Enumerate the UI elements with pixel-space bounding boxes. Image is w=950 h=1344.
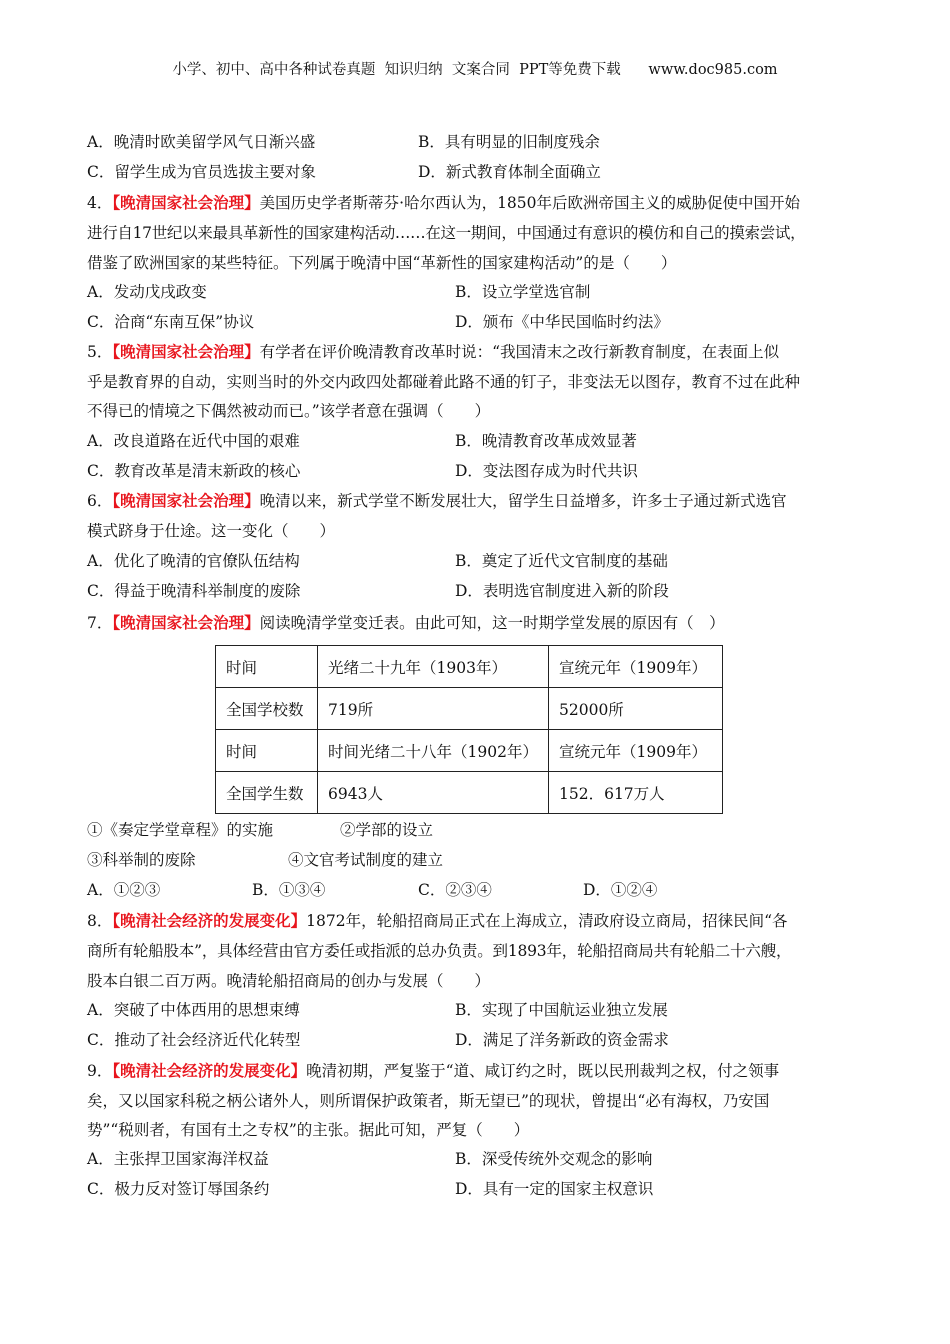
table-cell: 时间 [216,730,318,772]
q9-text: 晚清初期，严复鉴于“道、咸订约之时，既以民刑裁判之权，付之领事 [306,1062,780,1080]
q3-option-d: D．新式教育体制全面确立 [418,163,601,181]
q3-option-c: C．留学生成为官员选拔主要对象 [87,163,316,181]
table-row [216,646,723,688]
q7-stem-line [87,613,725,633]
q7-option-b: B．①③④ [252,881,326,899]
q8-stem-line: 股本白银二百万两。晚清轮船招商局的创办与发展（ ） [87,972,491,990]
table-cell: 719所 [318,688,549,730]
q8-stem-line: 商所有轮船股本”，具体经营由官方委任或指派的总办负责。到1893年，轮船招商局共有轮船二十六艘， [87,942,792,960]
q4-stem-line: 借鉴了欧洲国家的某些特征。下列属于晚清中国“革新性的国家建构活动”的是（ ） [87,254,677,272]
q8-text: 1872年，轮船招商局正式在上海成立，清政府设立商局，招徕民间“各 [306,912,788,930]
question-number: 8． [87,912,113,930]
q5-option-d: D．变法图存成为时代共识 [455,462,638,480]
school-change-table [215,645,723,814]
q5-stem-line: 不得已的情境之下偶然被动而已。”该学者意在强调（ ） [87,402,491,420]
q5-option-b: B．晚清教育改革成效显著 [455,432,637,450]
q6-text: 晚清以来，新式学堂不断发展壮大，留学生日益增多，许多士子通过新式选官 [259,492,787,510]
q4-option-a: A．发动戊戌政变 [87,283,207,301]
question-number: 7． [87,614,113,632]
q8-stem-line [87,911,788,931]
table-cell: 光绪二十九年（1903年） [318,646,549,688]
q3-option-b: B．具有明显的旧制度残余 [418,133,600,151]
q4-option-d: D．颁布《中华民国临时约法》 [455,313,669,331]
q9-option-c: C．极力反对签订辱国条约 [87,1180,270,1198]
q6-stem-line: 模式跻身于仕途。这一变化（ ） [87,522,336,540]
q7-option-d: D．①②④ [583,881,658,899]
q6-option-c: C．得益于晚清科举制度的废除 [87,582,301,600]
page-header: 小学、初中、高中各种试卷真题 知识归纳 文案合同 PPT等免费下载 www.doc985.com [172,62,778,78]
table-cell: 6943人 [318,772,549,814]
topic-tag: 【晚清国家社会治理】 [112,194,260,212]
table-row [216,772,723,814]
topic-tag: 【晚清社会经济的发展变化】 [112,912,307,930]
topic-tag: 【晚清国家社会治理】 [112,343,260,361]
q6-stem-line [87,491,787,511]
q9-option-a: A．主张捍卫国家海洋权益 [87,1150,269,1168]
q8-option-d: D．满足了洋务新政的资金需求 [455,1031,669,1049]
table-cell: 全国学校数 [216,688,318,730]
q5-option-c: C．教育改革是清末新政的核心 [87,462,301,480]
q5-stem-line: 乎是教育界的自动，实则当时的外交内政四处都碰着此路不通的钉子，非变法无以图存，教育不过在此种 [87,373,801,391]
q4-stem-line: 进行自17世纪以来最具革新性的国家建构活动……在这一期间，中国通过有意识的模仿和自己的摸索尝试， [87,224,806,242]
q6-option-b: B．奠定了近代文官制度的基础 [455,552,668,570]
question-number: 6． [87,492,113,510]
q7-option-c: C．②③④ [418,881,492,899]
q7-item-3: ③科举制的废除 [87,851,196,869]
table-cell: 全国学生数 [216,772,318,814]
q7-item-1: ①《奏定学堂章程》的实施 [87,821,274,839]
q9-stem-line [87,1061,779,1081]
q5-text: 有学者在评价晚清教育改革时说：“我国清末之改行新教育制度，在表面上似 [259,343,780,361]
q8-option-c: C．推动了社会经济近代化转型 [87,1031,301,1049]
q9-stem-line: 矣，又以国家科税之柄公诸外人，则所谓保护政策者，斯无望已”的现状，曾提出“必有海权，乃安国 [87,1092,770,1110]
q6-option-d: D．表明选官制度进入新的阶段 [455,582,669,600]
q4-text: 美国历史学者斯蒂芬·哈尔西认为，1850年后欧洲帝国主义的威胁促使中国开始 [259,194,801,212]
q7-item-2: ②学部的设立 [340,821,434,839]
q9-option-d: D．具有一定的国家主权意识 [455,1180,654,1198]
table-cell: 152．617万人 [549,772,723,814]
q3-option-a: A．晚清时欧美留学风气日渐兴盛 [87,133,316,151]
table-cell: 52000所 [549,688,723,730]
q9-stem-line: 势”“税则者，有国有土之专权”的主张。据此可知，严复（ ） [87,1121,530,1139]
q7-option-a: A．①②③ [87,881,161,899]
question-number: 4． [87,194,113,212]
q7-text: 阅读晚清学堂变迁表。由此可知，这一时期学堂发展的原因有（ ） [259,614,725,632]
topic-tag: 【晚清社会经济的发展变化】 [112,1062,307,1080]
table-cell: 时间光绪二十八年（1902年） [318,730,549,772]
topic-tag: 【晚清国家社会治理】 [112,492,260,510]
q6-option-a: A．优化了晚清的官僚队伍结构 [87,552,300,570]
table-row [216,730,723,772]
topic-tag: 【晚清国家社会治理】 [112,614,260,632]
q8-option-a: A．突破了中体西用的思想束缚 [87,1001,300,1019]
table-cell: 宣统元年（1909年） [549,730,723,772]
q8-option-b: B．实现了中国航运业独立发展 [455,1001,668,1019]
q9-option-b: B．深受传统外交观念的影响 [455,1150,653,1168]
question-number: 5． [87,343,113,361]
q4-stem-line [87,193,800,213]
table-row [216,688,723,730]
table-cell: 时间 [216,646,318,688]
q5-option-a: A．改良道路在近代中国的艰难 [87,432,300,450]
q4-option-b: B．设立学堂选官制 [455,283,591,301]
q4-option-c: C．洽商“东南互保”协议 [87,313,255,331]
question-number: 9． [87,1062,113,1080]
table-cell: 宣统元年（1909年） [549,646,723,688]
q5-stem-line [87,342,779,362]
q7-item-4: ④文官考试制度的建立 [288,851,444,869]
